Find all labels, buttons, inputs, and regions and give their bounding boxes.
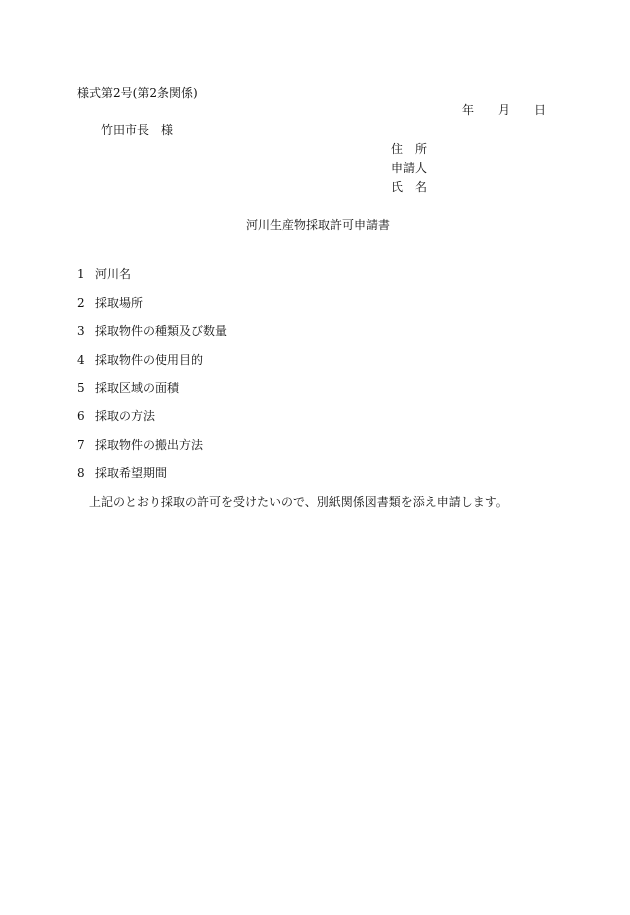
list-item	[77, 467, 167, 479]
date-month: 月	[498, 103, 511, 117]
applicant-address-label: 住 所	[391, 142, 428, 156]
closing-statement: 上記のとおり採取の許可を受けたいので、別紙関係図書類を添え申請します。	[89, 495, 508, 509]
list-item	[77, 354, 203, 366]
list-item	[77, 268, 131, 280]
item-number: 6	[77, 409, 85, 423]
item-label: 採取物件の種類及び数量	[95, 324, 228, 338]
item-number: 5	[77, 381, 85, 395]
item-label: 採取物件の搬出方法	[95, 438, 204, 452]
item-number: 2	[77, 296, 85, 310]
list-item	[77, 439, 203, 451]
item-number: 3	[77, 324, 85, 338]
form-id: 様式第2号(第2条関係)	[77, 86, 198, 100]
item-label: 採取場所	[95, 296, 144, 310]
document-title: 河川生産物採取許可申請書	[246, 218, 391, 232]
list-item	[77, 325, 227, 337]
item-label: 採取物件の使用目的	[95, 353, 204, 367]
date-day: 日	[534, 103, 547, 117]
item-label: 採取の方法	[95, 409, 156, 423]
item-number: 7	[77, 438, 85, 452]
list-item	[77, 297, 143, 309]
applicant-name-label: 氏 名	[391, 180, 428, 194]
item-number: 1	[77, 267, 85, 281]
applicant-role-label: 申請人	[391, 161, 428, 175]
item-number: 4	[77, 353, 85, 367]
item-label: 採取区域の面積	[95, 381, 180, 395]
date-year: 年	[462, 103, 475, 117]
item-number: 8	[77, 466, 85, 480]
item-label: 河川名	[95, 267, 132, 281]
addressee: 竹田市長 様	[101, 123, 174, 137]
item-label: 採取希望期間	[95, 466, 168, 480]
list-item	[77, 382, 179, 394]
list-item	[77, 410, 155, 422]
